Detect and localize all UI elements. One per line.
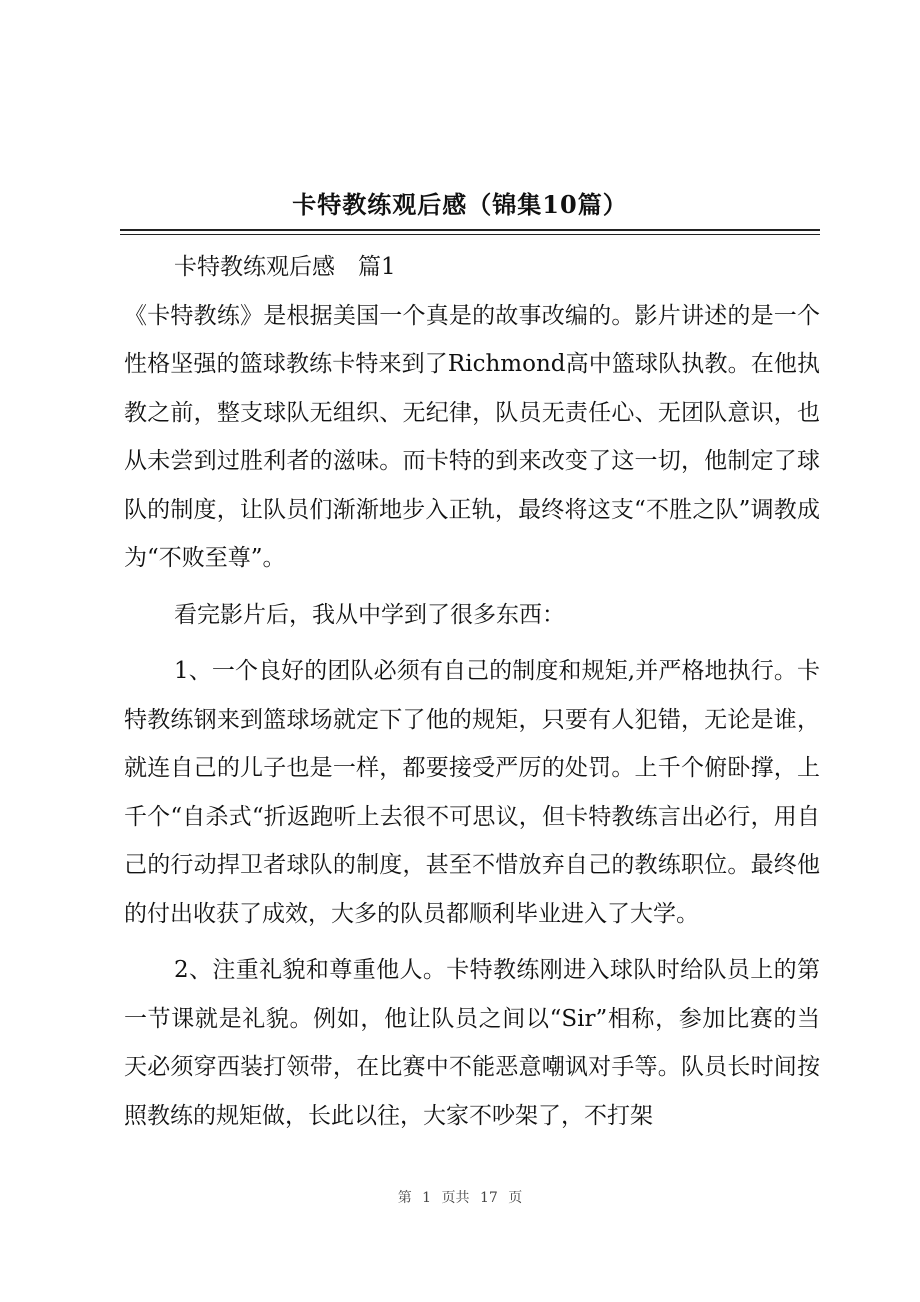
- document-body: [124, 243, 820, 1140]
- paragraph-lead-in: 看完影片后，我从中学到了很多东西：: [174, 601, 565, 628]
- section-heading: 卡特教练观后感 篇1: [174, 254, 396, 280]
- paragraph-point-1: 1、一个良好的团队必须有自己的制度和规矩,并严格地执行。卡特教练钢来到篮球场就定下了他的规矩，只要有人犯错，无论是谁，就连自己的儿子也是一样，都要接受严厉的处罚。上千个俯卧撑，上千个“自杀式“折返跑听上去很不可思议，但卡特教练言出必行，用自己的行动捍卫者球队的制度，甚至不惜放弃自己的教练职位。最终他的付出收获了成效，大多的队员都顺利毕业进入了大学。: [124, 658, 820, 927]
- title-divider-thin: [120, 234, 820, 235]
- paragraph-intro: 《卡特教练》是根据美国一个真是的故事改编的。影片讲述的是一个性格坚强的篮球教练卡特来到了Richmond高中篮球队执教。在他执教之前，整支球队无组织、无纪律，队员无责任心、无团队意识，也从未尝到过胜利者的滋味。而卡特的到来改变了这一切，他制定了球队的制度，让队员们渐渐地步入正轨，最终将这支“不胜之队”调教成为“不败至尊”。: [124, 302, 820, 571]
- paragraph-point-2: 2、注重礼貌和尊重他人。卡特教练刚进入球队时给队员上的第一节课就是礼貌。例如，他让队员之间以“Sir”相称，参加比赛的当天必须穿西装打领带，在比赛中不能恶意嘲讽对手等。队员长时间按照教练的规矩做，长此以往，大家不吵架了，不打架: [124, 957, 820, 1129]
- title-divider-thick: [120, 229, 820, 231]
- page-footer: 第 1 页共 17 页: [397, 1190, 523, 1206]
- document-title: 卡特教练观后感（锦集10篇）: [292, 190, 628, 219]
